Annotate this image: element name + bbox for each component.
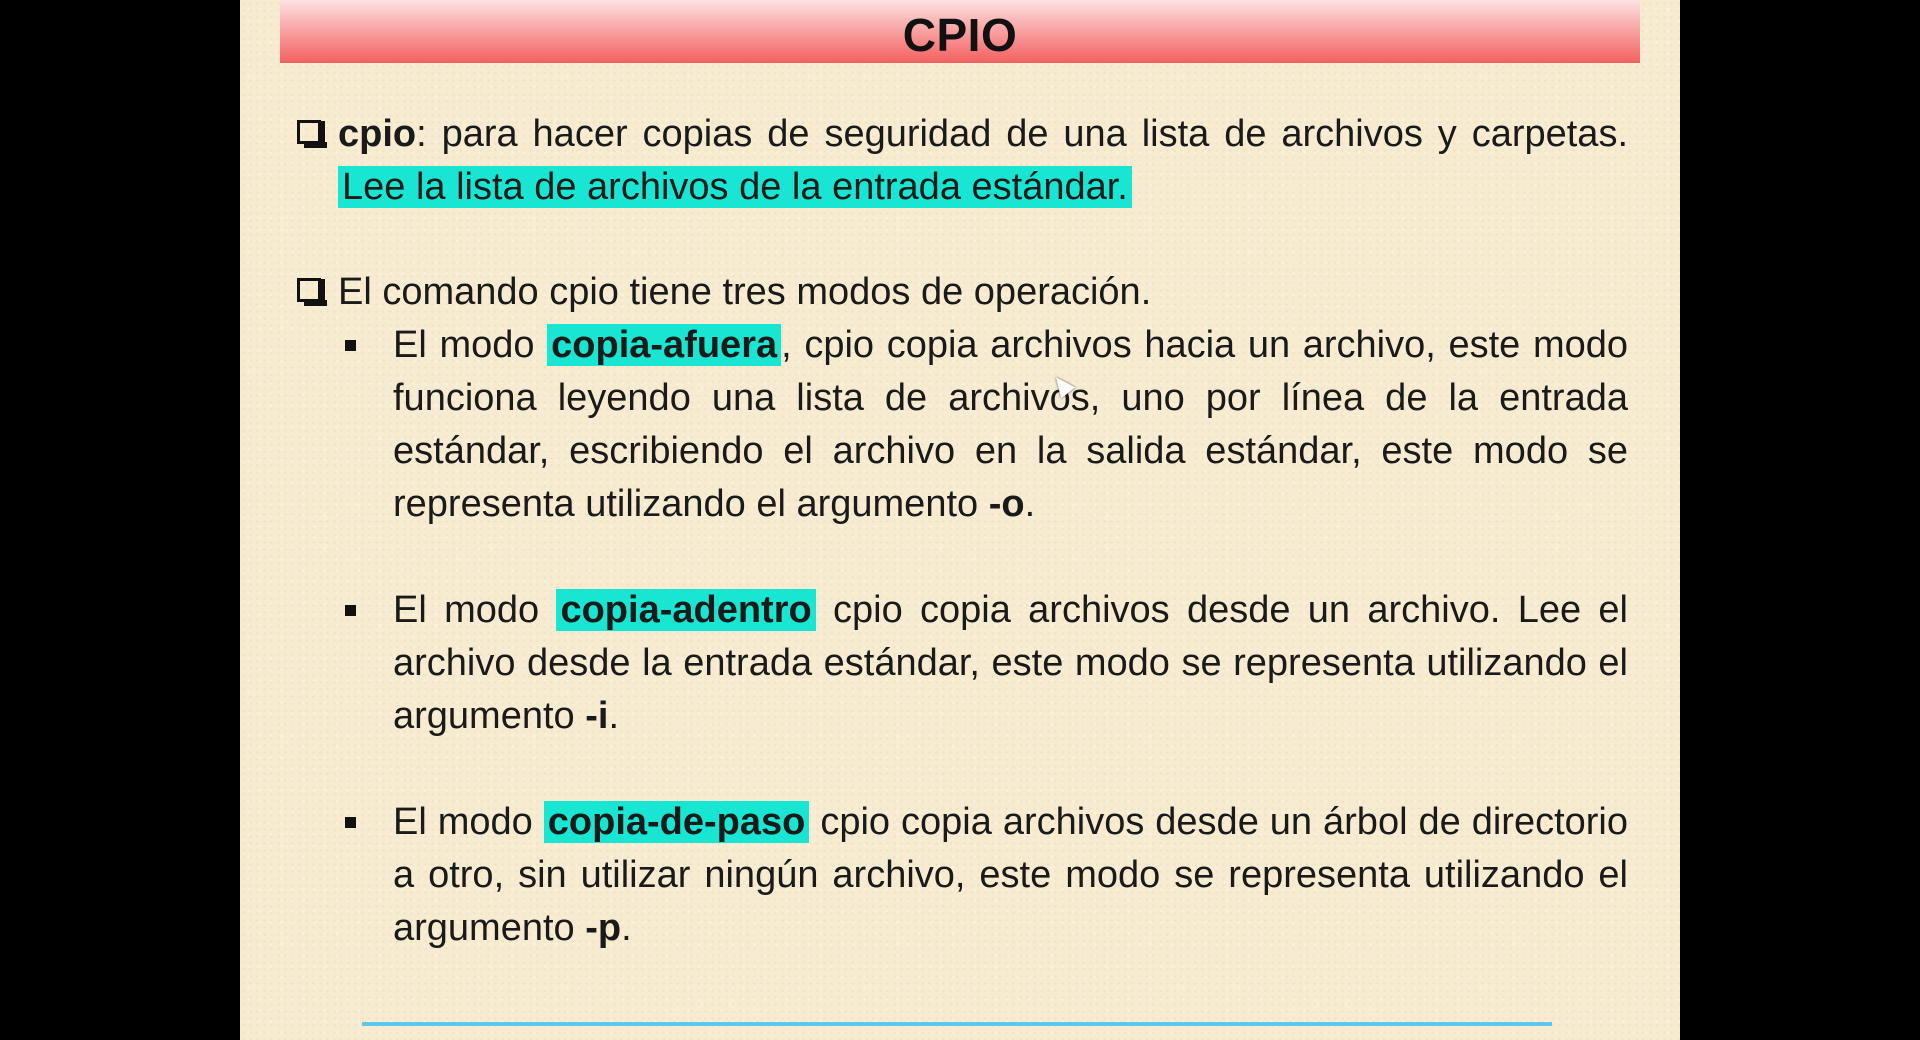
bullet-cpio-definition bbox=[295, 108, 1628, 214]
bullet-modes-intro bbox=[295, 266, 1628, 319]
mode-name-copia-afuera: copia-afuera bbox=[547, 324, 781, 366]
mode-body: cpio copia archivos desde un árbol de directorio a otro, sin utilizar ningún archivo, este modo se representa utilizando el argumento bbox=[393, 801, 1628, 949]
slide-content bbox=[295, 108, 1628, 955]
term-cpio: cpio bbox=[338, 113, 417, 155]
mode-suffix: . bbox=[608, 695, 620, 737]
mode-suffix: . bbox=[621, 907, 632, 949]
title-bar bbox=[280, 0, 1640, 63]
mode-body: , cpio copia archivos hacia un archivo, este modo funciona leyendo una lista de archivos, uno por línea de la entrada estándar, escribiendo el archivo en la salida estándar, este modo se representa utilizando el argumento bbox=[393, 324, 1628, 525]
mode-name-copia-adentro: copia-adentro bbox=[556, 589, 815, 631]
filled-square-bullet-icon bbox=[345, 605, 356, 616]
bottom-divider bbox=[362, 1022, 1552, 1026]
modes-list bbox=[295, 319, 1628, 955]
slide-title: CPIO bbox=[902, 8, 1018, 61]
mode-argument-p: -p bbox=[585, 907, 622, 949]
highlight-stdin-text: Lee la lista de archivos de la entrada estándar. bbox=[338, 166, 1132, 208]
mode-body: cpio copia archivos desde un archivo. Lee el archivo desde la entrada estándar, este modo se representa utilizando el argumento bbox=[393, 589, 1628, 737]
hollow-square-bullet-icon bbox=[297, 120, 321, 144]
mode-prefix: El modo bbox=[393, 324, 548, 366]
mode-prefix: El modo bbox=[393, 801, 544, 843]
modes-intro-text: El comando cpio tiene tres modos de operación. bbox=[338, 271, 1152, 313]
mode-item-copia-adentro bbox=[295, 584, 1628, 743]
cpio-definition-text: : para hacer copias de seguridad de una lista de archivos y carpetas. bbox=[416, 113, 1628, 155]
hollow-square-bullet-icon bbox=[297, 278, 321, 302]
slide bbox=[240, 0, 1680, 1040]
mode-name-copia-de-paso: copia-de-paso bbox=[544, 801, 810, 843]
mode-argument-i: -i bbox=[585, 695, 609, 737]
filled-square-bullet-icon bbox=[345, 340, 356, 351]
mode-suffix: . bbox=[1024, 483, 1036, 525]
mode-item-copia-de-paso bbox=[295, 796, 1628, 955]
mode-prefix: El modo bbox=[393, 589, 557, 631]
filled-square-bullet-icon bbox=[345, 817, 356, 828]
mode-item-copia-afuera bbox=[295, 319, 1628, 531]
mode-argument-o: -o bbox=[988, 483, 1025, 525]
